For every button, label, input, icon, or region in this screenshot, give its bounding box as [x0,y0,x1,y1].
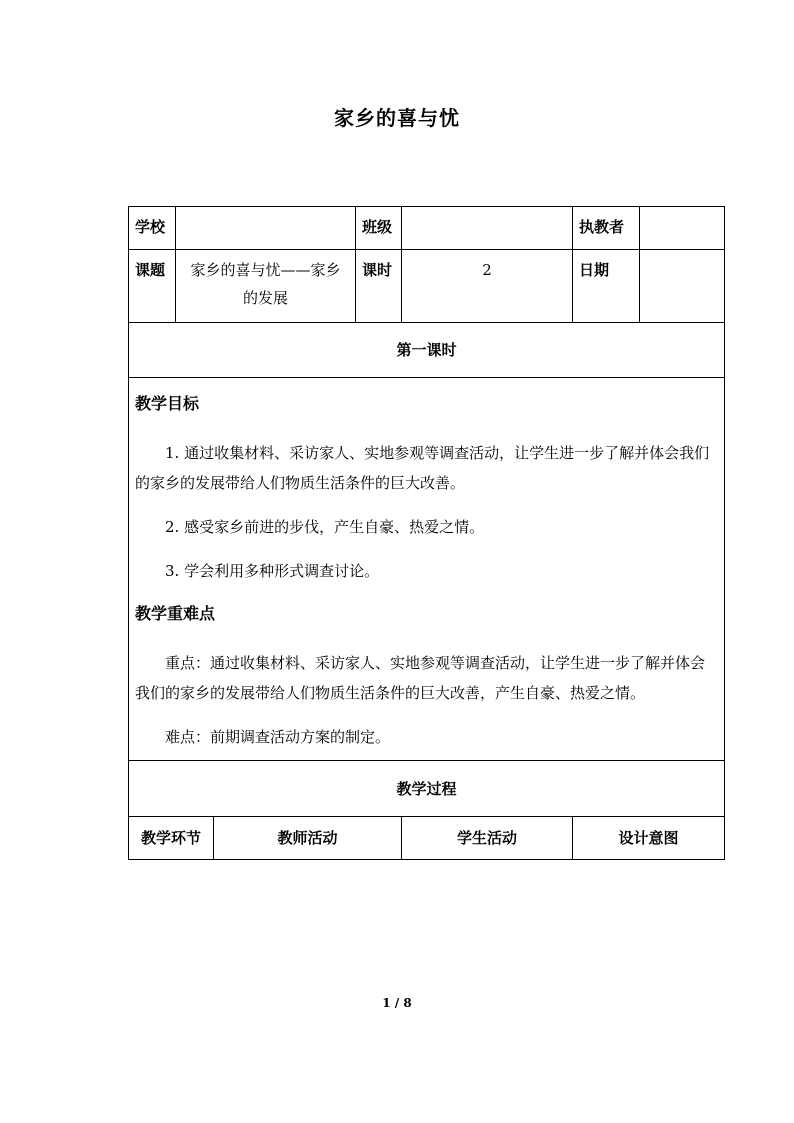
teacher-value [640,207,725,250]
topic-value: 家乡的喜与忧——家乡的发展 [176,250,356,323]
content-block [129,378,725,761]
content-row [129,378,725,761]
session-title: 第一课时 [129,323,725,378]
class-label: 班级 [356,207,402,250]
school-value [176,207,356,250]
info-row-2 [129,250,725,323]
teacher-label: 执教者 [573,207,640,250]
info-row-1 [129,207,725,250]
objective-item: 1. 通过收集材料、采访家人、实地参观等调查活动，让学生进一步了解并体会我们的家乡的发展带给人们物质生活条件的巨大改善。 [135,444,710,492]
process-column-header: 学生活动 [402,817,573,860]
process-column-header: 教学环节 [129,817,214,860]
date-label: 日期 [573,250,640,323]
keypoint-item: 重点：通过收集材料、采访家人、实地参观等调查活动，让学生进一步了解并体会我们的家乡的发展带给人们物质生活条件的巨大改善，产生自豪、热爱之情。 [135,654,706,702]
process-column-header: 教师活动 [214,817,402,860]
process-heading: 教学过程 [129,761,725,817]
process-header-row [129,817,725,860]
date-value [640,250,725,323]
session-row [129,323,725,378]
school-label: 学校 [129,207,176,250]
objective-item: 2. 感受家乡前进的步伐，产生自豪、热爱之情。 [165,518,485,536]
lesson-plan-table [128,206,725,860]
process-column-header: 设计意图 [573,817,725,860]
document-title: 家乡的喜与忧 [334,106,460,130]
class-value [402,207,573,250]
objectives-heading: 教学目标 [135,394,200,413]
topic-label: 课题 [129,250,176,323]
objective-item: 3. 学会利用多种形式调查讨论。 [165,562,380,580]
hours-value: 2 [402,250,573,323]
hours-label: 课时 [356,250,402,323]
process-row [129,761,725,817]
keypoint-item: 难点：前期调查活动方案的制定。 [165,728,391,746]
page-number: 1 / 8 [382,996,412,1010]
keypoints-heading: 教学重难点 [135,604,216,623]
